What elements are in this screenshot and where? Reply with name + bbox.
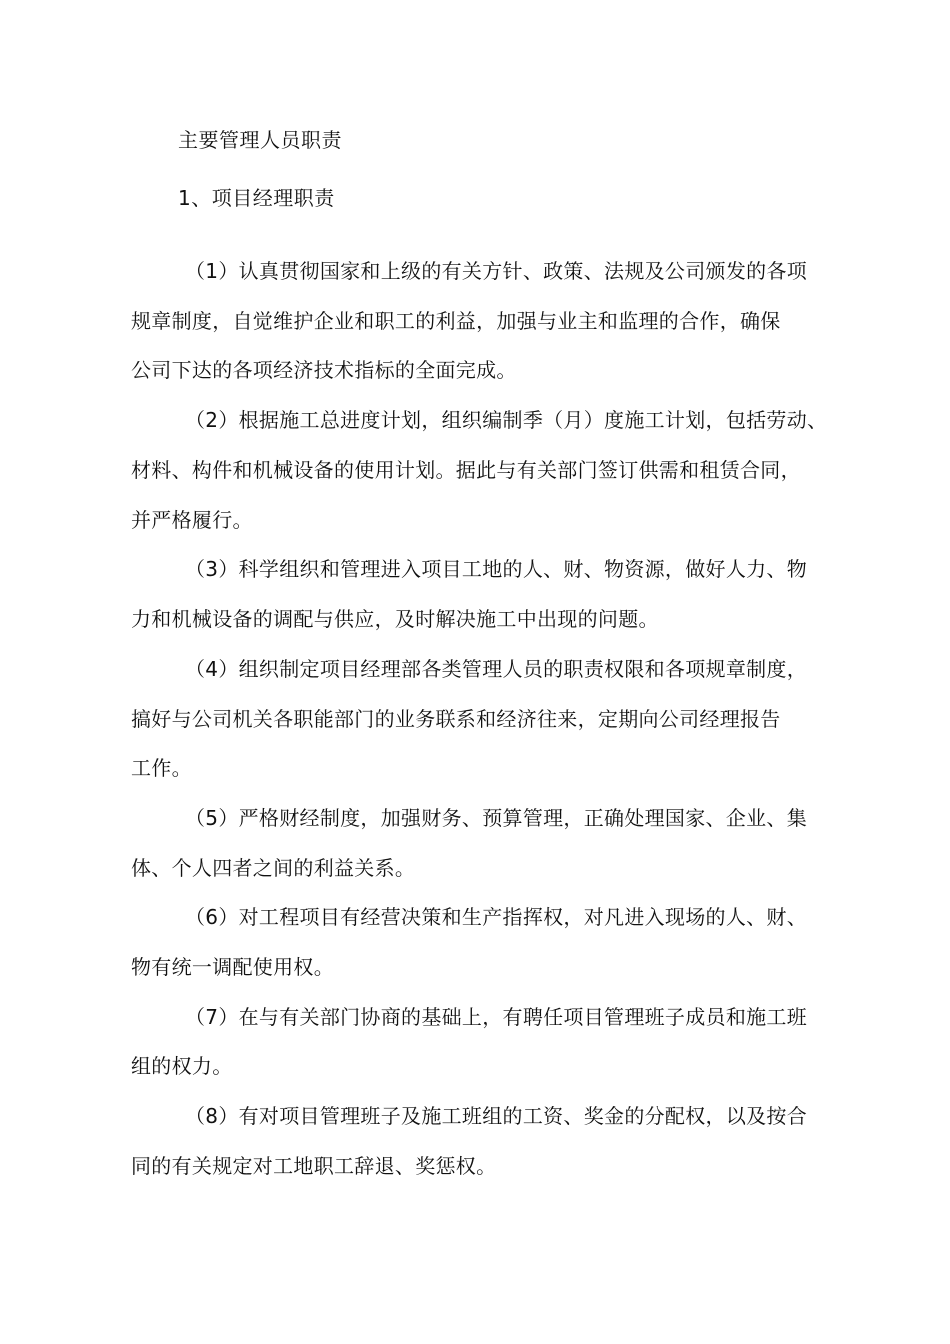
- paragraph-line: （6）对工程项目有经营决策和生产指挥权，对凡进入现场的人、财、: [185, 905, 808, 929]
- paragraph-line: 搞好与公司机关各职能部门的业务联系和经济往来，定期向公司经理报告: [131, 707, 781, 731]
- paragraph-line: 体、个人四者之间的利益关系。: [131, 856, 416, 880]
- section-heading: 1、项目经理职责: [178, 186, 335, 210]
- paragraph-line: （5）严格财经制度，加强财务、预算管理，正确处理国家、企业、集: [185, 806, 808, 830]
- document-title: 主要管理人员职责: [178, 128, 342, 152]
- paragraph-line: （4）组织制定项目经理部各类管理人员的职责权限和各项规章制度，: [185, 657, 808, 681]
- paragraph-line: （1）认真贯彻国家和上级的有关方针、政策、法规及公司颁发的各项: [185, 259, 808, 283]
- paragraph-line: 物有统一调配使用权。: [131, 955, 334, 979]
- paragraph-line: 公司下达的各项经济技术指标的全面完成。: [131, 358, 517, 382]
- paragraph-line: 工作。: [131, 756, 192, 780]
- paragraph-line: （7）在与有关部门协商的基础上，有聘任项目管理班子成员和施工班: [185, 1005, 808, 1029]
- paragraph-line: 同的有关规定对工地职工辞退、奖惩权。: [131, 1154, 497, 1178]
- paragraph-line: （8）有对项目管理班子及施工班组的工资、奖金的分配权，以及按合: [185, 1104, 808, 1128]
- paragraph-line: （2）根据施工总进度计划，组织编制季（月）度施工计划，包括劳动、: [185, 408, 828, 432]
- paragraph-line: 材料、构件和机械设备的使用计划。据此与有关部门签订供需和租赁合同，: [131, 458, 801, 482]
- paragraph-line: （3）科学组织和管理进入项目工地的人、财、物资源，做好人力、物: [185, 557, 808, 581]
- paragraph-line: 规章制度，自觉维护企业和职工的利益，加强与业主和监理的合作，确保: [131, 309, 781, 333]
- paragraph-line: 并严格履行。: [131, 508, 253, 532]
- paragraph-line: 力和机械设备的调配与供应，及时解决施工中出现的问题。: [131, 607, 659, 631]
- paragraph-line: 组的权力。: [131, 1054, 233, 1078]
